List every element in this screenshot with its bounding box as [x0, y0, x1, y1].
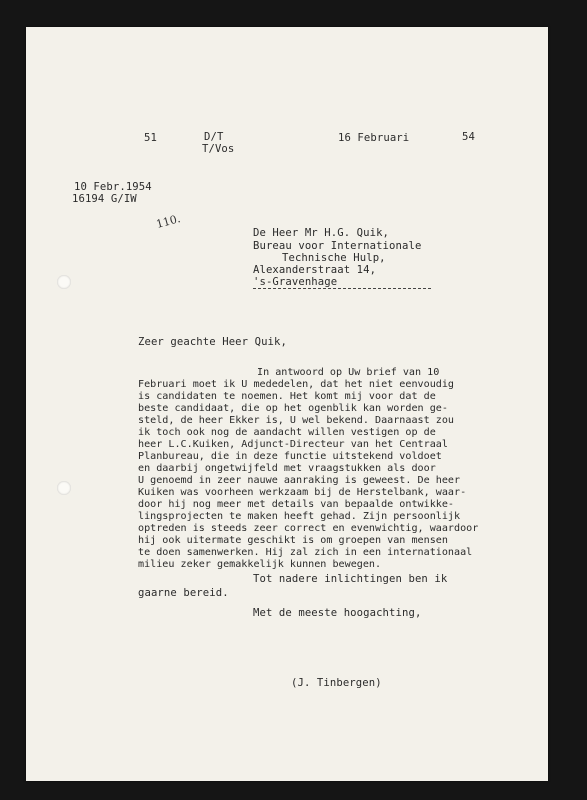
body-line: U genoemd in zeer nauwe aanraking is geweest. De heer [138, 475, 461, 486]
body-line: en daarbij ongetwijfeld met vraagstukken als door [138, 463, 436, 474]
body-line: Kuiken was voorheen werkzaam bij de Herstelbank, waar- [138, 487, 467, 498]
body-line: beste candidaat, die op het ogenblik kan worden ge- [138, 403, 448, 414]
address-line-4: Alexanderstraat 14, [253, 264, 377, 276]
salutation: Zeer geachte Heer Quik, [138, 336, 287, 348]
header-date: 16 Februari [338, 132, 410, 144]
address-line-5: 's-Gravenhage [253, 276, 338, 288]
address-line-3: Technische Hulp, [282, 252, 386, 264]
body-line: optreden is steeds zeer correct en evenwichtig, waardoor [138, 523, 479, 534]
body-line: In antwoord op Uw brief van 10 [257, 367, 440, 378]
address-line-1: De Heer Mr H.G. Quik, [253, 227, 390, 239]
reference-date: 10 Febr.1954 [74, 181, 152, 193]
body-line: milieu zeker gemakkelijk kunnen bewegen. [138, 559, 382, 570]
header-left-number: 51 [144, 132, 157, 144]
body-line: Februari moet ik U mededelen, dat het niet eenvoudig [138, 379, 455, 390]
body-line: heer L.C.Kuiken, Adjunct-Directeur van het Centraal [138, 439, 448, 450]
punch-hole-bottom [57, 481, 71, 495]
margin-handwritten-note: 110. [154, 212, 182, 231]
header-code-line2: T/Vos [202, 143, 235, 155]
body-line: door hij nog meer met details van bepaalde ontwikke- [138, 499, 455, 510]
body-line: lingsprojecten te maken heeft gehad. Zijn persoonlijk [138, 511, 461, 522]
body-line: is candidaten te noemen. Het komt mij voor dat de [138, 391, 436, 402]
address-underline [253, 288, 431, 289]
signature: (J. Tinbergen) [291, 677, 382, 689]
letter-page [26, 27, 548, 781]
body-line: te doen samenwerken. Hij zal zich in een internationaal [138, 547, 473, 558]
punch-hole-top [57, 275, 71, 289]
reference-number: 16194 G/IW [72, 193, 137, 205]
header-right-number: 54 [462, 131, 475, 143]
body-line: steld, de heer Ekker is, U wel bekend. Daarnaast zou [138, 415, 455, 426]
address-line-2: Bureau voor Internationale [253, 240, 422, 252]
closing: Met de meeste hoogachting, [253, 607, 422, 619]
header-code-line1: D/T [204, 131, 224, 143]
closing-paragraph-line1: Tot nadere inlichtingen ben ik [253, 573, 448, 585]
closing-paragraph-line2: gaarne bereid. [138, 587, 229, 599]
body-line: ik toch ook nog de aandacht willen vestigen op de [138, 427, 436, 438]
body-line: hij ook uitermate geschikt is om groepen van mensen [138, 535, 448, 546]
body-line: Planbureau, die in deze functie uitstekend voldoet [138, 451, 442, 462]
